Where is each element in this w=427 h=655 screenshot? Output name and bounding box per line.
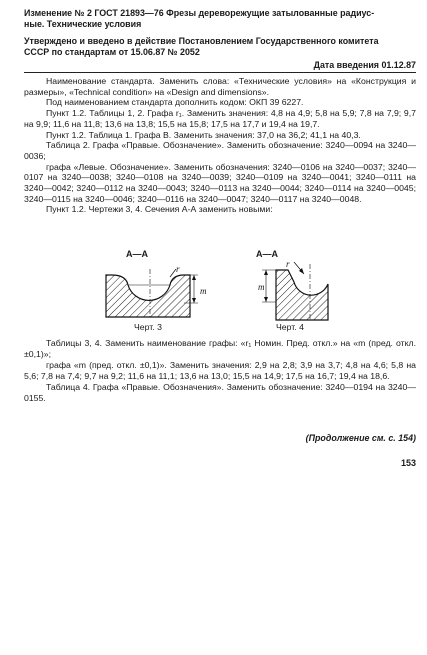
paragraph: Под наименованием стандарта дополнить кодом: ОКП 39 6227. [46, 97, 304, 108]
fig3-label-m: m [200, 286, 207, 296]
fig4-caption: Черт. 4 [276, 322, 304, 332]
fig3-section-label: А—А [126, 249, 148, 259]
page-number: 153 [400, 458, 416, 468]
fig3-caption: Черт. 3 [134, 322, 162, 332]
paragraph: Таблицы 3, 4. Заменить наименование графы: «r₁ Номин. Пред. откл.» на «m (пред. откл. ±0,1)»; [24, 338, 416, 359]
paragraph: Наименование стандарта. Заменить слова: «Технические условия» на «Конструкция и размеры», «Technical condition» на «Design and dimensions». [24, 76, 416, 97]
fig3-label-r: r [176, 264, 180, 274]
header-line-2: ные. Технические условия [24, 19, 142, 30]
document-header [24, 8, 416, 31]
effective-date: Дата введения 01.12.87 [313, 60, 416, 70]
paragraph: графа «m (пред. откл. ±0,1)». Заменить значения: 2,9 на 2,8; 3,9 на 3,7; 4,8 на 4,6; 5,8 на 5,6; 7,8 на 7,4; 9,7 на 9,2; 11,6 на 11,1; 13,6 на 13,0; 15,5 на 14,9; 17,5 на 16,7; 19,4 на 18,6. [24, 360, 416, 381]
approval-line-2: СССР по стандартам от 15.06.87 № 2052 [24, 47, 200, 57]
approval-statement [24, 36, 416, 58]
paragraph: Пункт 1.2. Таблица 1. Графа B. Заменить значения: 37,0 на 36,2; 41,1 на 40,3. [46, 129, 361, 140]
paragraph: Пункт 1.2. Таблицы 1, 2. Графа r₁. Заменить значения: 4,8 на 4,9; 5,8 на 5,9; 7,8 на 7,9; 9,7 на 9,9; 11,6 на 11,8; 13,6 на 13,8; 15,5 на 15,8; 17,5 на 17,7 и 19,4 на 19,7. [24, 108, 416, 129]
body-text [24, 76, 416, 215]
fig4-section-label: А—А [256, 249, 278, 259]
body-text-2 [24, 338, 416, 404]
paragraph: Таблица 2. Графа «Правые. Обозначение». Заменить обозначение: 3240—0094 на 3240—0036; [24, 140, 416, 161]
fig3-drawing [98, 263, 208, 319]
approval-line-1: Утверждено и введено в действие Постановлением Государственного комитета [24, 36, 379, 46]
continuation-note: (Продолжение см. с. 154) [305, 433, 416, 443]
header-line-1: Изменение № 2 ГОСТ 21893—76 Фрезы дереворежущие затылованные радиус- [24, 8, 375, 18]
fig4-label-m: m [258, 282, 265, 292]
paragraph: графа «Левые. Обозначение». Заменить обозначения: 3240—0106 на 3240—0037; 3240—0107 на 3240—0038; 3240—0108 на 3240—0039; 3240—0109 на 3240—0041; 3240—0111 на 3240—0042; 3240—0112 на 3240—0043; 3240—0113 на 3240—0044; 3240—0114 на 3240—0045; 3240—0115 на 3240—0046; 3240—0116 на 3240—0047; 3240—0117 на 3240—0048. [24, 161, 416, 204]
paragraph: Пункт 1.2. Чертежи 3, 4. Сечения А-А заменить новыми: [46, 204, 273, 215]
fig4-label-r: r [286, 259, 290, 269]
date-divider [24, 72, 416, 73]
paragraph: Таблица 4. Графа «Правые. Обозначения». Заменить обозначение: 3240—0194 на 3240—0155. [24, 382, 416, 403]
